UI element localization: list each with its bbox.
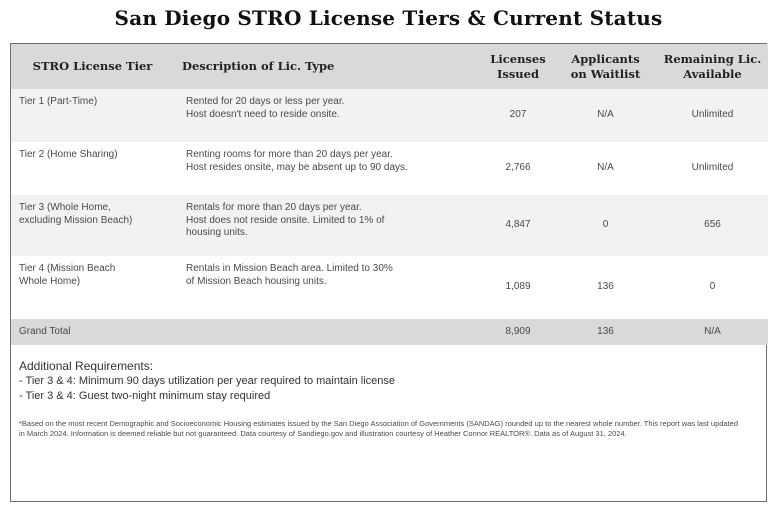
total-description-empty [178, 319, 482, 345]
waitlist-cell: 0 [602, 219, 609, 231]
remaining-cell: 656 [704, 219, 721, 231]
requirements-title: Additional Requirements: [19, 359, 154, 373]
header-tier: STRO License Tier [32, 59, 153, 73]
report-frame [10, 43, 767, 502]
requirement-item: - Tier 3 & 4: Minimum 90 days utilization per year required to maintain license [19, 375, 396, 387]
table-row [11, 142, 768, 195]
header-description: Description of Lic. Type [182, 59, 335, 73]
tier-cell: Tier 4 (Mission Beach Whole Home) [19, 263, 116, 287]
remaining-cell: Unlimited [691, 162, 734, 174]
total-remaining: N/A [704, 325, 721, 337]
page-title: San Diego STRO License Tiers & Current Status [114, 6, 663, 30]
tier-cell: Tier 1 (Part-Time) [19, 96, 98, 107]
header-waitlist: Applicants on Waitlist [570, 51, 641, 81]
description-cell: Rentals for more than 20 days per year. Host does not reside onsite. Limited to 1% of housing units. [186, 202, 385, 238]
table-row [11, 89, 768, 142]
header-issued: Licenses Issued [490, 51, 546, 81]
description-cell: Rented for 20 days or less per year. Host doesn't need to reside onsite. [186, 96, 345, 120]
description-cell: Rentals in Mission Beach area. Limited to 30% of Mission Beach housing units. [186, 263, 393, 287]
requirement-item: - Tier 3 & 4: Guest two-night minimum stay required [19, 390, 271, 402]
description-cell: Renting rooms for more than 20 days per year. Host resides onsite, may be absent up to 90 days. [186, 149, 408, 173]
remaining-cell: 0 [709, 281, 716, 293]
footnote: *Based on the most recent Demographic and Socioeconomic Housing estimates issued by the San Diego Association of Governments (SANDAG) rounded up to the nearest whole number. This report was last updated in March 2024. Information is deemed reliable but not guaranteed. Data courtesy of Sandiego.gov and illustration courtesy of Heather Connor REALTOR®. Data as of August 31, 2024. [19, 419, 739, 438]
waitlist-cell: N/A [597, 162, 614, 174]
header-remaining: Remaining Lic. Available [663, 51, 762, 81]
total-label: Grand Total [19, 325, 71, 337]
tier-cell: Tier 2 (Home Sharing) [19, 149, 118, 160]
grand-total-row [11, 319, 768, 345]
issued-cell: 4,847 [505, 219, 531, 231]
issued-cell: 207 [509, 109, 527, 121]
waitlist-cell: N/A [597, 109, 614, 121]
issued-cell: 1,089 [505, 281, 531, 293]
remaining-cell: Unlimited [691, 109, 734, 121]
total-issued: 8,909 [505, 325, 531, 337]
issued-cell: 2,766 [505, 162, 531, 174]
table-row [11, 195, 768, 256]
waitlist-cell: 136 [597, 281, 614, 293]
total-waitlist: 136 [597, 325, 614, 337]
notes-section [11, 345, 766, 439]
license-table [11, 44, 768, 345]
table-header-row [11, 44, 768, 89]
table-row [11, 256, 768, 319]
tier-cell: Tier 3 (Whole Home, excluding Mission Beach) [19, 202, 133, 226]
